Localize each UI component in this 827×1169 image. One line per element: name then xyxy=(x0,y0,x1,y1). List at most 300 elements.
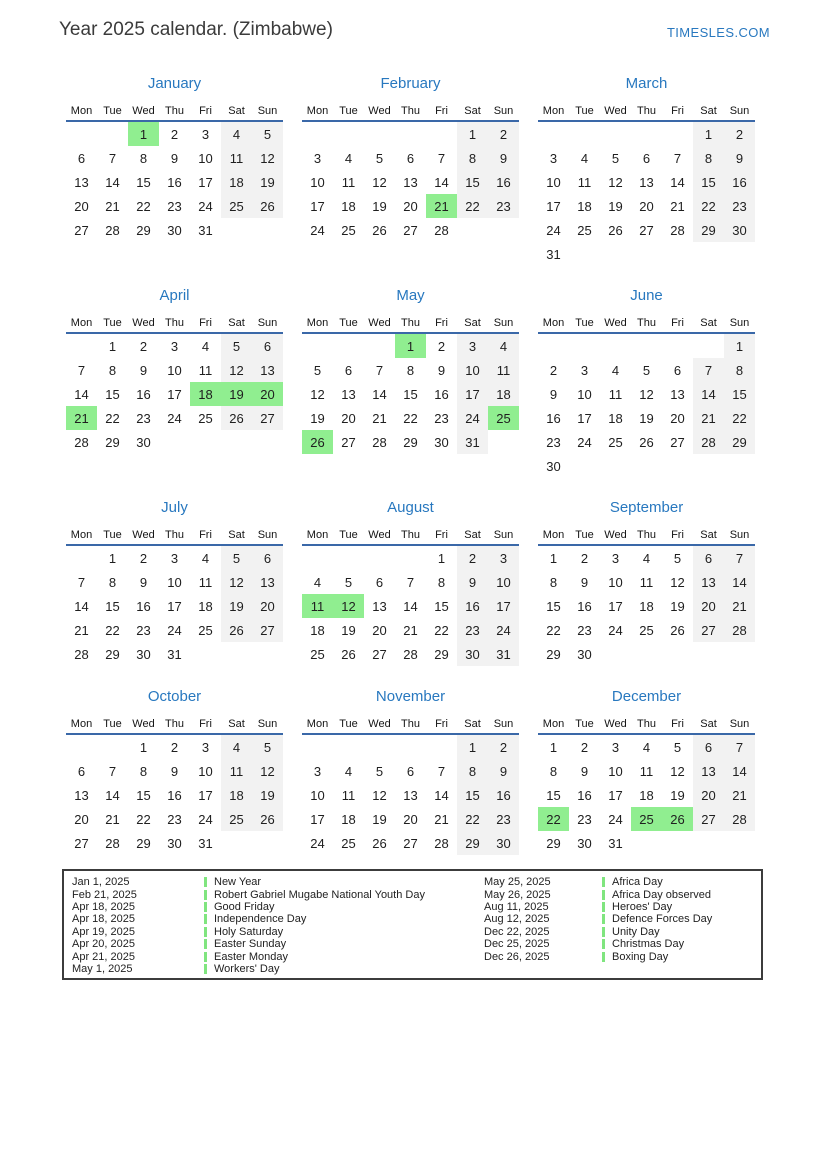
month-table xyxy=(302,525,519,666)
date-cell: 14 xyxy=(74,386,89,402)
month-table xyxy=(538,714,755,855)
day-header-sat: Sat xyxy=(457,101,488,121)
day-header-mon: Mon xyxy=(66,313,97,333)
empty-cell xyxy=(364,333,395,358)
day-header-mon: Mon xyxy=(538,101,569,121)
day-header-mon: Mon xyxy=(66,714,97,734)
date-cell: 6 xyxy=(406,763,415,779)
date-cell: 17 xyxy=(310,811,325,827)
empty-cell xyxy=(221,218,252,242)
date-cell: 27 xyxy=(341,434,356,450)
date-cell: 14 xyxy=(434,787,449,803)
date-cell: 22 xyxy=(546,622,561,638)
date-cell: 9 xyxy=(488,759,519,783)
date-cell: 20 xyxy=(403,198,418,214)
empty-cell xyxy=(569,242,600,266)
legend-row xyxy=(484,926,712,938)
day-header-sun: Sun xyxy=(724,714,755,734)
date-cell: 29 xyxy=(693,218,724,242)
date-cell: 7 xyxy=(724,545,755,570)
date-cell: 19 xyxy=(341,622,356,638)
date-cell: 30 xyxy=(167,222,182,238)
date-cell: 14 xyxy=(403,598,418,614)
date-cell: 27 xyxy=(693,807,724,831)
date-cell: 7 xyxy=(693,358,724,382)
date-cell: 19 xyxy=(608,198,623,214)
legend-date: Dec 22, 2025 xyxy=(484,925,550,938)
date-cell: 27 xyxy=(403,222,418,238)
date-cell: 16 xyxy=(488,783,519,807)
day-header-tue: Tue xyxy=(569,101,600,121)
month-may xyxy=(302,282,519,494)
date-cell: 3 xyxy=(611,739,620,755)
day-header-wed: Wed xyxy=(364,101,395,121)
day-header-wed: Wed xyxy=(364,313,395,333)
day-header-sun: Sun xyxy=(252,313,283,333)
empty-cell xyxy=(159,430,190,454)
date-cell: 27 xyxy=(74,835,89,851)
month-table xyxy=(538,313,755,478)
legend-holiday-name: Independence Day xyxy=(214,913,307,926)
date-cell: 26 xyxy=(302,430,333,454)
day-header-sat: Sat xyxy=(457,525,488,545)
date-cell: 22 xyxy=(434,622,449,638)
date-cell: 14 xyxy=(105,174,120,190)
date-cell: 4 xyxy=(488,333,519,358)
date-cell: 2 xyxy=(170,739,179,755)
month-title: March xyxy=(625,75,668,92)
date-cell: 24 xyxy=(577,434,592,450)
day-header-mon: Mon xyxy=(66,525,97,545)
empty-cell xyxy=(252,831,283,855)
date-cell: 13 xyxy=(693,759,724,783)
legend-column-left xyxy=(72,876,484,978)
date-cell: 31 xyxy=(457,430,488,454)
legend-holiday-name: Heroes' Day xyxy=(612,900,673,913)
date-cell: 15 xyxy=(403,386,418,402)
date-cell: 22 xyxy=(136,198,151,214)
holiday-marker-icon xyxy=(204,890,207,900)
holiday-marker-icon xyxy=(204,902,207,912)
date-cell: 6 xyxy=(642,150,651,166)
date-cell: 11 xyxy=(639,574,654,590)
date-cell: 23 xyxy=(546,434,561,450)
date-cell: 17 xyxy=(198,174,213,190)
month-table xyxy=(302,313,519,454)
day-header-thu: Thu xyxy=(159,101,190,121)
empty-cell xyxy=(457,218,488,242)
date-cell: 25 xyxy=(631,807,662,831)
date-cell: 1 xyxy=(395,333,426,358)
date-cell: 29 xyxy=(724,430,755,454)
date-cell: 17 xyxy=(546,198,561,214)
legend-row xyxy=(484,913,712,925)
date-cell: 4 xyxy=(611,362,620,378)
date-cell: 24 xyxy=(608,811,623,827)
date-cell: 5 xyxy=(673,550,682,566)
date-cell: 23 xyxy=(488,807,519,831)
day-header-tue: Tue xyxy=(97,313,128,333)
date-cell: 7 xyxy=(406,574,415,590)
date-cell: 17 xyxy=(310,198,325,214)
date-cell: 4 xyxy=(642,550,651,566)
date-cell: 29 xyxy=(457,831,488,855)
month-april xyxy=(66,282,283,494)
date-cell: 21 xyxy=(426,194,457,218)
day-header-sun: Sun xyxy=(252,101,283,121)
date-cell: 15 xyxy=(457,170,488,194)
date-cell: 26 xyxy=(221,618,252,642)
date-cell: 26 xyxy=(372,835,387,851)
holiday-marker-icon xyxy=(204,939,207,949)
date-cell: 10 xyxy=(167,574,182,590)
legend-holiday-name: Easter Monday xyxy=(214,950,288,963)
date-cell: 11 xyxy=(221,759,252,783)
date-cell: 20 xyxy=(252,382,283,406)
empty-cell xyxy=(488,218,519,242)
month-title: November xyxy=(375,688,446,705)
page-title: Year 2025 calendar. (Zimbabwe) xyxy=(59,19,333,40)
date-cell: 15 xyxy=(105,386,120,402)
date-cell: 5 xyxy=(611,150,620,166)
date-cell: 19 xyxy=(310,410,325,426)
empty-cell xyxy=(333,333,364,358)
day-header-thu: Thu xyxy=(631,313,662,333)
date-cell: 26 xyxy=(221,406,252,430)
legend-date: Feb 21, 2025 xyxy=(72,888,137,901)
date-cell: 23 xyxy=(577,622,592,638)
date-cell: 7 xyxy=(108,150,117,166)
legend-date: May 1, 2025 xyxy=(72,962,133,975)
date-cell: 5 xyxy=(642,362,651,378)
day-header-fri: Fri xyxy=(190,313,221,333)
empty-cell xyxy=(631,242,662,266)
date-cell: 6 xyxy=(406,150,415,166)
date-cell: 12 xyxy=(221,570,252,594)
date-cell: 13 xyxy=(639,174,654,190)
date-cell: 13 xyxy=(74,787,89,803)
date-cell: 11 xyxy=(221,146,252,170)
month-august xyxy=(302,494,519,683)
empty-cell xyxy=(364,545,395,570)
date-cell: 9 xyxy=(724,146,755,170)
day-header-wed: Wed xyxy=(364,714,395,734)
date-cell: 10 xyxy=(457,358,488,382)
day-header-wed: Wed xyxy=(128,313,159,333)
empty-cell xyxy=(252,218,283,242)
date-cell: 17 xyxy=(457,382,488,406)
date-cell: 16 xyxy=(724,170,755,194)
date-cell: 23 xyxy=(488,194,519,218)
date-cell: 22 xyxy=(136,811,151,827)
legend-holiday-name: Boxing Day xyxy=(612,950,669,963)
date-cell: 17 xyxy=(577,410,592,426)
date-cell: 10 xyxy=(310,787,325,803)
day-header-sun: Sun xyxy=(724,101,755,121)
legend-row xyxy=(72,926,484,938)
date-cell: 16 xyxy=(136,386,151,402)
date-cell: 2 xyxy=(170,126,179,142)
legend-date: Aug 12, 2025 xyxy=(484,913,550,926)
day-header-fri: Fri xyxy=(426,525,457,545)
legend-row xyxy=(484,901,712,913)
date-cell: 12 xyxy=(372,787,387,803)
date-cell: 7 xyxy=(437,150,446,166)
day-header-sat: Sat xyxy=(693,714,724,734)
date-cell: 21 xyxy=(105,198,120,214)
date-cell: 27 xyxy=(403,835,418,851)
date-cell: 1 xyxy=(139,739,148,755)
legend-holiday-name: Africa Day observed xyxy=(612,888,712,901)
date-cell: 8 xyxy=(549,574,558,590)
date-cell: 30 xyxy=(136,646,151,662)
day-header-thu: Thu xyxy=(159,313,190,333)
date-cell: 3 xyxy=(201,126,210,142)
date-cell: 23 xyxy=(167,198,182,214)
calendar-grid xyxy=(66,70,755,855)
empty-cell xyxy=(488,430,519,454)
day-header-mon: Mon xyxy=(302,525,333,545)
date-cell: 23 xyxy=(457,618,488,642)
date-cell: 1 xyxy=(457,734,488,759)
date-cell: 19 xyxy=(670,787,685,803)
legend-holiday-name: New Year xyxy=(214,876,262,889)
day-header-fri: Fri xyxy=(426,714,457,734)
date-cell: 6 xyxy=(673,362,682,378)
date-cell: 16 xyxy=(577,598,592,614)
date-cell: 1 xyxy=(724,333,755,358)
date-cell: 17 xyxy=(198,787,213,803)
date-cell: 2 xyxy=(457,545,488,570)
day-header-wed: Wed xyxy=(128,525,159,545)
holiday-marker-icon xyxy=(602,927,605,937)
empty-cell xyxy=(662,121,693,146)
date-cell: 10 xyxy=(198,763,213,779)
date-cell: 7 xyxy=(437,763,446,779)
date-cell: 18 xyxy=(341,811,356,827)
legend-holiday-name: Easter Sunday xyxy=(214,938,287,951)
date-cell: 6 xyxy=(77,150,86,166)
date-cell: 26 xyxy=(670,622,685,638)
date-cell: 22 xyxy=(724,406,755,430)
date-cell: 18 xyxy=(341,198,356,214)
day-header-thu: Thu xyxy=(395,525,426,545)
date-cell: 8 xyxy=(457,759,488,783)
empty-cell xyxy=(693,642,724,666)
date-cell: 4 xyxy=(201,550,210,566)
date-cell: 17 xyxy=(608,598,623,614)
holiday-marker-icon xyxy=(602,939,605,949)
date-cell: 9 xyxy=(170,763,179,779)
date-cell: 18 xyxy=(190,382,221,406)
date-cell: 26 xyxy=(372,222,387,238)
empty-cell xyxy=(190,642,221,666)
date-cell: 28 xyxy=(693,430,724,454)
legend-holiday-name: Unity Day xyxy=(612,925,660,938)
day-header-thu: Thu xyxy=(159,714,190,734)
legend-row xyxy=(72,888,484,900)
date-cell: 23 xyxy=(136,622,151,638)
holiday-marker-icon xyxy=(602,902,605,912)
date-cell: 3 xyxy=(457,333,488,358)
legend-row xyxy=(484,888,712,900)
date-cell: 10 xyxy=(310,174,325,190)
date-cell: 22 xyxy=(403,410,418,426)
date-cell: 11 xyxy=(608,386,623,402)
day-header-mon: Mon xyxy=(66,101,97,121)
date-cell: 19 xyxy=(252,783,283,807)
holiday-marker-icon xyxy=(602,890,605,900)
date-cell: 28 xyxy=(372,434,387,450)
date-cell: 22 xyxy=(105,622,120,638)
date-cell: 25 xyxy=(639,622,654,638)
month-june xyxy=(538,282,755,494)
month-table xyxy=(538,525,755,666)
day-header-mon: Mon xyxy=(302,101,333,121)
date-cell: 25 xyxy=(198,410,213,426)
day-header-tue: Tue xyxy=(333,313,364,333)
date-cell: 6 xyxy=(375,574,384,590)
date-cell: 4 xyxy=(344,763,353,779)
month-july xyxy=(66,494,283,683)
day-header-fri: Fri xyxy=(426,313,457,333)
date-cell: 4 xyxy=(221,121,252,146)
date-cell: 12 xyxy=(670,763,685,779)
month-title: August xyxy=(387,499,434,516)
date-cell: 27 xyxy=(670,434,685,450)
day-header-wed: Wed xyxy=(364,525,395,545)
date-cell: 25 xyxy=(341,222,356,238)
date-cell: 10 xyxy=(488,570,519,594)
date-cell: 11 xyxy=(577,174,592,190)
day-header-sat: Sat xyxy=(693,313,724,333)
date-cell: 19 xyxy=(372,198,387,214)
date-cell: 10 xyxy=(608,574,623,590)
empty-cell xyxy=(631,121,662,146)
date-cell: 28 xyxy=(105,222,120,238)
day-header-fri: Fri xyxy=(662,714,693,734)
date-cell: 30 xyxy=(577,646,592,662)
site-link[interactable]: TIMESLES.COM xyxy=(666,25,770,40)
date-cell: 19 xyxy=(252,170,283,194)
date-cell: 28 xyxy=(434,835,449,851)
date-cell: 23 xyxy=(136,410,151,426)
date-cell: 21 xyxy=(724,783,755,807)
month-table xyxy=(302,101,519,242)
date-cell: 29 xyxy=(136,222,151,238)
date-cell: 25 xyxy=(310,646,325,662)
date-cell: 10 xyxy=(577,386,592,402)
date-cell: 19 xyxy=(221,382,252,406)
date-cell: 1 xyxy=(108,550,117,566)
date-cell: 16 xyxy=(167,787,182,803)
month-title: July xyxy=(161,499,188,516)
date-cell: 15 xyxy=(105,598,120,614)
day-header-sat: Sat xyxy=(221,313,252,333)
date-cell: 29 xyxy=(546,646,561,662)
date-cell: 21 xyxy=(693,406,724,430)
legend-date: May 26, 2025 xyxy=(484,888,551,901)
date-cell: 18 xyxy=(221,170,252,194)
day-header-wed: Wed xyxy=(600,714,631,734)
date-cell: 10 xyxy=(198,150,213,166)
empty-cell xyxy=(600,333,631,358)
date-cell: 4 xyxy=(313,574,322,590)
day-header-tue: Tue xyxy=(569,714,600,734)
legend-date: Jan 1, 2025 xyxy=(72,876,130,889)
date-cell: 25 xyxy=(608,434,623,450)
empty-cell xyxy=(97,121,128,146)
day-header-wed: Wed xyxy=(128,101,159,121)
date-cell: 3 xyxy=(201,739,210,755)
date-cell: 28 xyxy=(74,646,89,662)
date-cell: 4 xyxy=(642,739,651,755)
empty-cell xyxy=(693,333,724,358)
date-cell: 7 xyxy=(724,734,755,759)
date-cell: 26 xyxy=(608,222,623,238)
holiday-marker-icon xyxy=(602,914,605,924)
empty-cell xyxy=(66,545,97,570)
date-cell: 10 xyxy=(608,763,623,779)
date-cell: 9 xyxy=(580,763,589,779)
date-cell: 1 xyxy=(108,338,117,354)
legend-date: Apr 21, 2025 xyxy=(72,950,135,963)
date-cell: 30 xyxy=(136,434,151,450)
day-header-sat: Sat xyxy=(693,101,724,121)
date-cell: 30 xyxy=(724,218,755,242)
empty-cell xyxy=(631,333,662,358)
date-cell: 6 xyxy=(77,763,86,779)
date-cell: 11 xyxy=(341,787,356,803)
date-cell: 25 xyxy=(198,622,213,638)
date-cell: 30 xyxy=(434,434,449,450)
date-cell: 12 xyxy=(333,594,364,618)
date-cell: 28 xyxy=(724,618,755,642)
holiday-marker-icon xyxy=(204,914,207,924)
date-cell: 21 xyxy=(724,594,755,618)
date-cell: 31 xyxy=(167,646,182,662)
legend-holiday-name: Africa Day xyxy=(612,876,663,889)
legend-date: Dec 26, 2025 xyxy=(484,950,550,963)
date-cell: 17 xyxy=(167,386,182,402)
date-cell: 21 xyxy=(434,811,449,827)
date-cell: 25 xyxy=(341,835,356,851)
date-cell: 18 xyxy=(198,598,213,614)
date-cell: 28 xyxy=(724,807,755,831)
day-header-wed: Wed xyxy=(600,525,631,545)
day-header-tue: Tue xyxy=(97,525,128,545)
date-cell: 5 xyxy=(221,333,252,358)
date-cell: 18 xyxy=(221,783,252,807)
date-cell: 28 xyxy=(403,646,418,662)
date-cell: 28 xyxy=(670,222,685,238)
date-cell: 18 xyxy=(577,198,592,214)
day-header-sun: Sun xyxy=(724,313,755,333)
day-header-thu: Thu xyxy=(631,101,662,121)
empty-cell xyxy=(426,121,457,146)
date-cell: 21 xyxy=(105,811,120,827)
empty-cell xyxy=(662,242,693,266)
empty-cell xyxy=(724,642,755,666)
date-cell: 15 xyxy=(693,170,724,194)
date-cell: 12 xyxy=(310,386,325,402)
date-cell: 19 xyxy=(372,811,387,827)
day-header-fri: Fri xyxy=(190,101,221,121)
empty-cell xyxy=(333,121,364,146)
legend-date: Dec 25, 2025 xyxy=(484,938,550,951)
empty-cell xyxy=(600,454,631,478)
date-cell: 19 xyxy=(639,410,654,426)
